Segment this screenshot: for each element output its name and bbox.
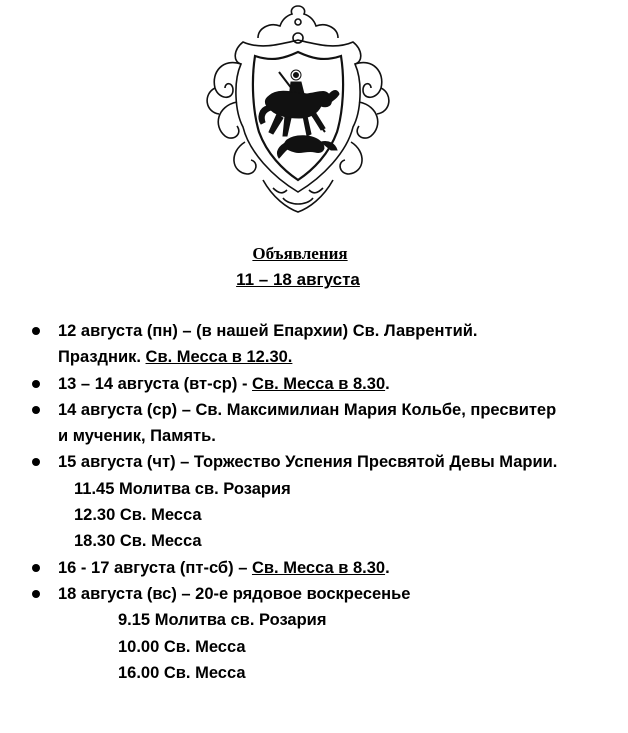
mass-time-link: Св. Месса в 8.30: [251, 558, 386, 577]
item-text-prefix: 13 – 14 августа (вт-ср) -: [58, 374, 253, 393]
page-title: Объявления: [252, 244, 348, 263]
mass-time-link: Св. Месса в 8.30: [252, 374, 386, 393]
schedule-line: 10.00 Св. Месса: [118, 637, 246, 656]
bullet-icon: [32, 406, 40, 414]
list-item: [0, 555, 628, 581]
schedule-line: 12.30 Св. Месса: [74, 506, 202, 525]
item-text: 18 августа (вс) – 20-е рядовое воскресенье: [58, 584, 411, 603]
coat-of-arms-emblem: [203, 2, 393, 216]
announcement-list: [0, 318, 628, 686]
item-text: [58, 371, 628, 397]
list-item: [0, 318, 628, 371]
item-text: [58, 555, 628, 581]
list-item: [0, 449, 628, 554]
schedule-line: 9.15 Молитва св. Розария: [118, 611, 327, 630]
item-text-suffix: .: [385, 558, 390, 577]
bullet-icon: [32, 564, 40, 572]
date-range: 11 – 18 августа: [236, 270, 360, 289]
item-text: 12 августа (пн) – (в нашей Епархии) Св. Лаврентий.: [58, 322, 478, 340]
bullet-icon: [32, 590, 40, 598]
item-text-prefix: Праздник.: [58, 348, 146, 367]
item-text-prefix: 16 - 17 августа (пт-сб) –: [58, 558, 252, 577]
schedule-line: 11.45 Молитва св. Розария: [74, 479, 291, 498]
bullet-icon: [32, 458, 40, 466]
list-item: [0, 371, 628, 397]
item-text: 15 августа (чт) – Торжество Успения Пресвятой Девы Марии.: [58, 453, 558, 472]
bullet-icon: [32, 327, 40, 335]
item-text-suffix: .: [385, 374, 390, 393]
schedule-line: 18.30 Св. Месса: [74, 532, 202, 551]
item-text: [58, 344, 628, 370]
item-text: 14 августа (ср) – Св. Максимилиан Мария Кольбе, пресвитер: [58, 400, 557, 419]
list-item: [0, 581, 628, 686]
item-text: и мученик, Память.: [58, 427, 216, 446]
schedule-line: 16.00 Св. Месса: [118, 663, 246, 682]
mass-time-link: Св. Месса в 12.30.: [145, 348, 293, 367]
list-item: [0, 397, 628, 450]
bullet-icon: [32, 380, 40, 388]
